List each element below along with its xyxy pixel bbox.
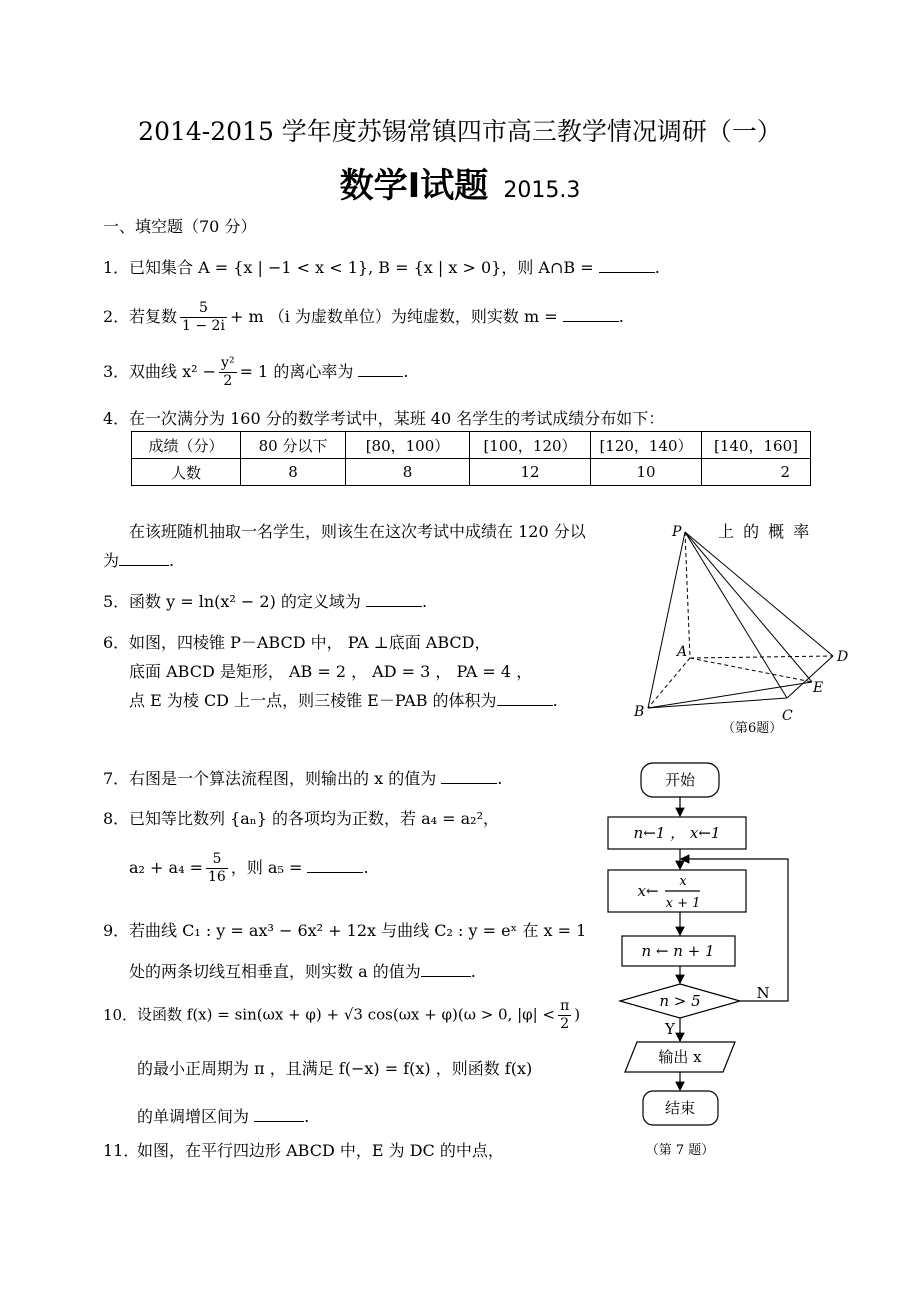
edge-AE xyxy=(690,658,812,682)
fraction: $\frac{5}{1 - 2i}$ xyxy=(182,300,225,334)
table-header: [80，100） xyxy=(346,432,470,459)
table-header: [140，160] xyxy=(702,432,811,459)
answer-blank[interactable] xyxy=(119,564,169,566)
question-4: 4．在一次满分为 160 分的数学考试中，某班 40 名学生的考试成绩分布如下： xyxy=(103,409,665,428)
yes-label: Y xyxy=(665,1020,675,1038)
answer-blank[interactable] xyxy=(358,375,403,377)
figure-6-caption: （第6题） xyxy=(722,721,783,736)
question-6-line2: 底面 ABCD 是矩形， AB = 2 ， AD = 3 ， PA = 4 ， xyxy=(129,662,533,681)
question-7: 7．右图是一个算法流程图，则输出的 x 的值为 . xyxy=(103,769,503,788)
fraction: $\frac{5}{16}$ xyxy=(207,851,226,885)
label-C: C xyxy=(782,708,793,724)
table-header: [100，120） xyxy=(470,432,591,459)
assign-n-label: n ← n + 1 xyxy=(641,942,715,960)
edge-CD xyxy=(787,656,833,698)
label-D: D xyxy=(837,649,849,665)
section-heading: 一、填空题（70 分） xyxy=(103,217,257,236)
answer-blank[interactable] xyxy=(497,704,553,706)
question-10-line3: 的单调增区间为 . xyxy=(137,1107,310,1126)
question-3: 3．双曲线 x² − $\frac{\text{y²}}{2}$ = 1 的离心率为 . xyxy=(103,355,409,389)
question-6-line3: 点 E 为棱 CD 上一点，则三棱锥 E－PAB 的体积为 . xyxy=(129,691,558,710)
label-P: P xyxy=(672,524,682,540)
exam-title: 2014-2015 学年度苏锡常镇四市高三教学情况调研（一） xyxy=(138,117,782,146)
question-8: 8．已知等比数列 {aₙ} 的各项均为正数，若 a₄ = a₂²， xyxy=(103,809,499,828)
question-10-line2: 的最小正周期为 π ，且满足 f(−x) = f(x) ，则函数 f(x) xyxy=(137,1059,533,1078)
subject-title: 数学Ⅰ试题 xyxy=(339,166,489,206)
answer-blank[interactable] xyxy=(307,871,363,873)
answer-blank[interactable] xyxy=(599,271,655,273)
answer-blank[interactable] xyxy=(441,782,497,784)
table-header: 成绩（分） xyxy=(132,432,241,459)
answer-blank[interactable] xyxy=(254,1120,304,1122)
label-E: E xyxy=(813,680,824,696)
exam-subtitle xyxy=(0,158,920,207)
question-4-line2: 在该班随机抽取一名学生，则该生在这次考试中成绩在 120 分以 xyxy=(129,522,586,541)
question-6: 6．如图，四棱锥 P－ABCD 中， PA ⊥底面 ABCD， xyxy=(103,633,491,652)
assign-x-label: x← xyxy=(637,882,659,900)
edge-PE xyxy=(685,532,812,682)
condition-label: n > 5 xyxy=(659,992,701,1010)
pyramid-figure xyxy=(630,520,849,742)
question-1: 1．已知集合 A = {x | −1 < x < 1}, B = {x | x > 0}，则 A∩B = . xyxy=(103,258,660,277)
table-cell: 8 xyxy=(346,459,470,486)
label-A: A xyxy=(677,644,688,660)
answer-blank[interactable] xyxy=(563,320,619,322)
question-2: 2．若复数 $\frac{5}{1 - 2i}$ + m （i 为虚数单位）为纯虚数，则实数 m = . xyxy=(103,300,624,334)
table-cell: 人数 xyxy=(132,459,241,486)
edge-BC xyxy=(648,698,787,708)
table-row xyxy=(132,459,811,486)
answer-blank[interactable] xyxy=(366,605,422,607)
edge-PC xyxy=(685,532,787,698)
edge-BE xyxy=(648,682,812,708)
fraction: $\frac{\text{y²}}{2}$ xyxy=(221,355,235,389)
fraction-denominator: x + 1 xyxy=(665,896,701,911)
question-10: 10．设函数 f(x) = sin(ωx + φ) + √3 cos(ωx + φ)(ω > 0, |φ| < $\frac{\pi}{2}$ ) xyxy=(103,998,581,1032)
edge-PD xyxy=(685,532,833,656)
question-9: 9．若曲线 C₁ : y = ax³ − 6x² + 12x 与曲线 C₂ : y = eˣ 在 x = 1 xyxy=(103,921,587,940)
table-cell: 2 xyxy=(702,459,811,486)
question-5: 5．函数 y = ln(x² − 2) 的定义域为 . xyxy=(103,592,428,611)
init-label: n←1 ， x←1 xyxy=(633,824,721,842)
fraction-numerator: x xyxy=(679,874,687,889)
figure-7-caption: （第 7 题） xyxy=(645,1143,715,1158)
score-table xyxy=(131,431,811,486)
question-9-line2: 处的两条切线互相垂直，则实数 a 的值为 . xyxy=(129,962,476,981)
question-4-line3: 为 . xyxy=(103,551,175,570)
fraction: $\frac{\pi}{2}$ xyxy=(560,998,570,1032)
table-cell: 8 xyxy=(241,459,346,486)
table-header: 80 分以下 xyxy=(241,432,346,459)
answer-blank[interactable] xyxy=(421,975,471,977)
exam-date: 2015.3 xyxy=(503,178,581,203)
start-label: 开始 xyxy=(664,771,696,789)
question-11: 11．如图，在平行四边形 ABCD 中，E 为 DC 的中点， xyxy=(103,1141,504,1160)
end-label: 结束 xyxy=(664,1099,696,1117)
output-label: 输出 x xyxy=(658,1048,702,1066)
edge-PB xyxy=(648,532,688,708)
label-B: B xyxy=(634,704,645,720)
table-cell: 10 xyxy=(591,459,702,486)
flowchart-figure xyxy=(600,755,830,1165)
loop-arrow xyxy=(681,859,788,1001)
question-4-line2b: 上 的 概 率 xyxy=(718,522,812,541)
question-8-line2: a₂ + a₄ = $\frac{5}{16}$ ，则 a₅ = . xyxy=(129,851,369,885)
table-header: [120，140） xyxy=(591,432,702,459)
edge-PA xyxy=(685,532,690,658)
table-row xyxy=(132,432,811,459)
table-cell: 12 xyxy=(470,459,591,486)
no-label: N xyxy=(756,984,770,1002)
edge-AB xyxy=(648,658,690,708)
